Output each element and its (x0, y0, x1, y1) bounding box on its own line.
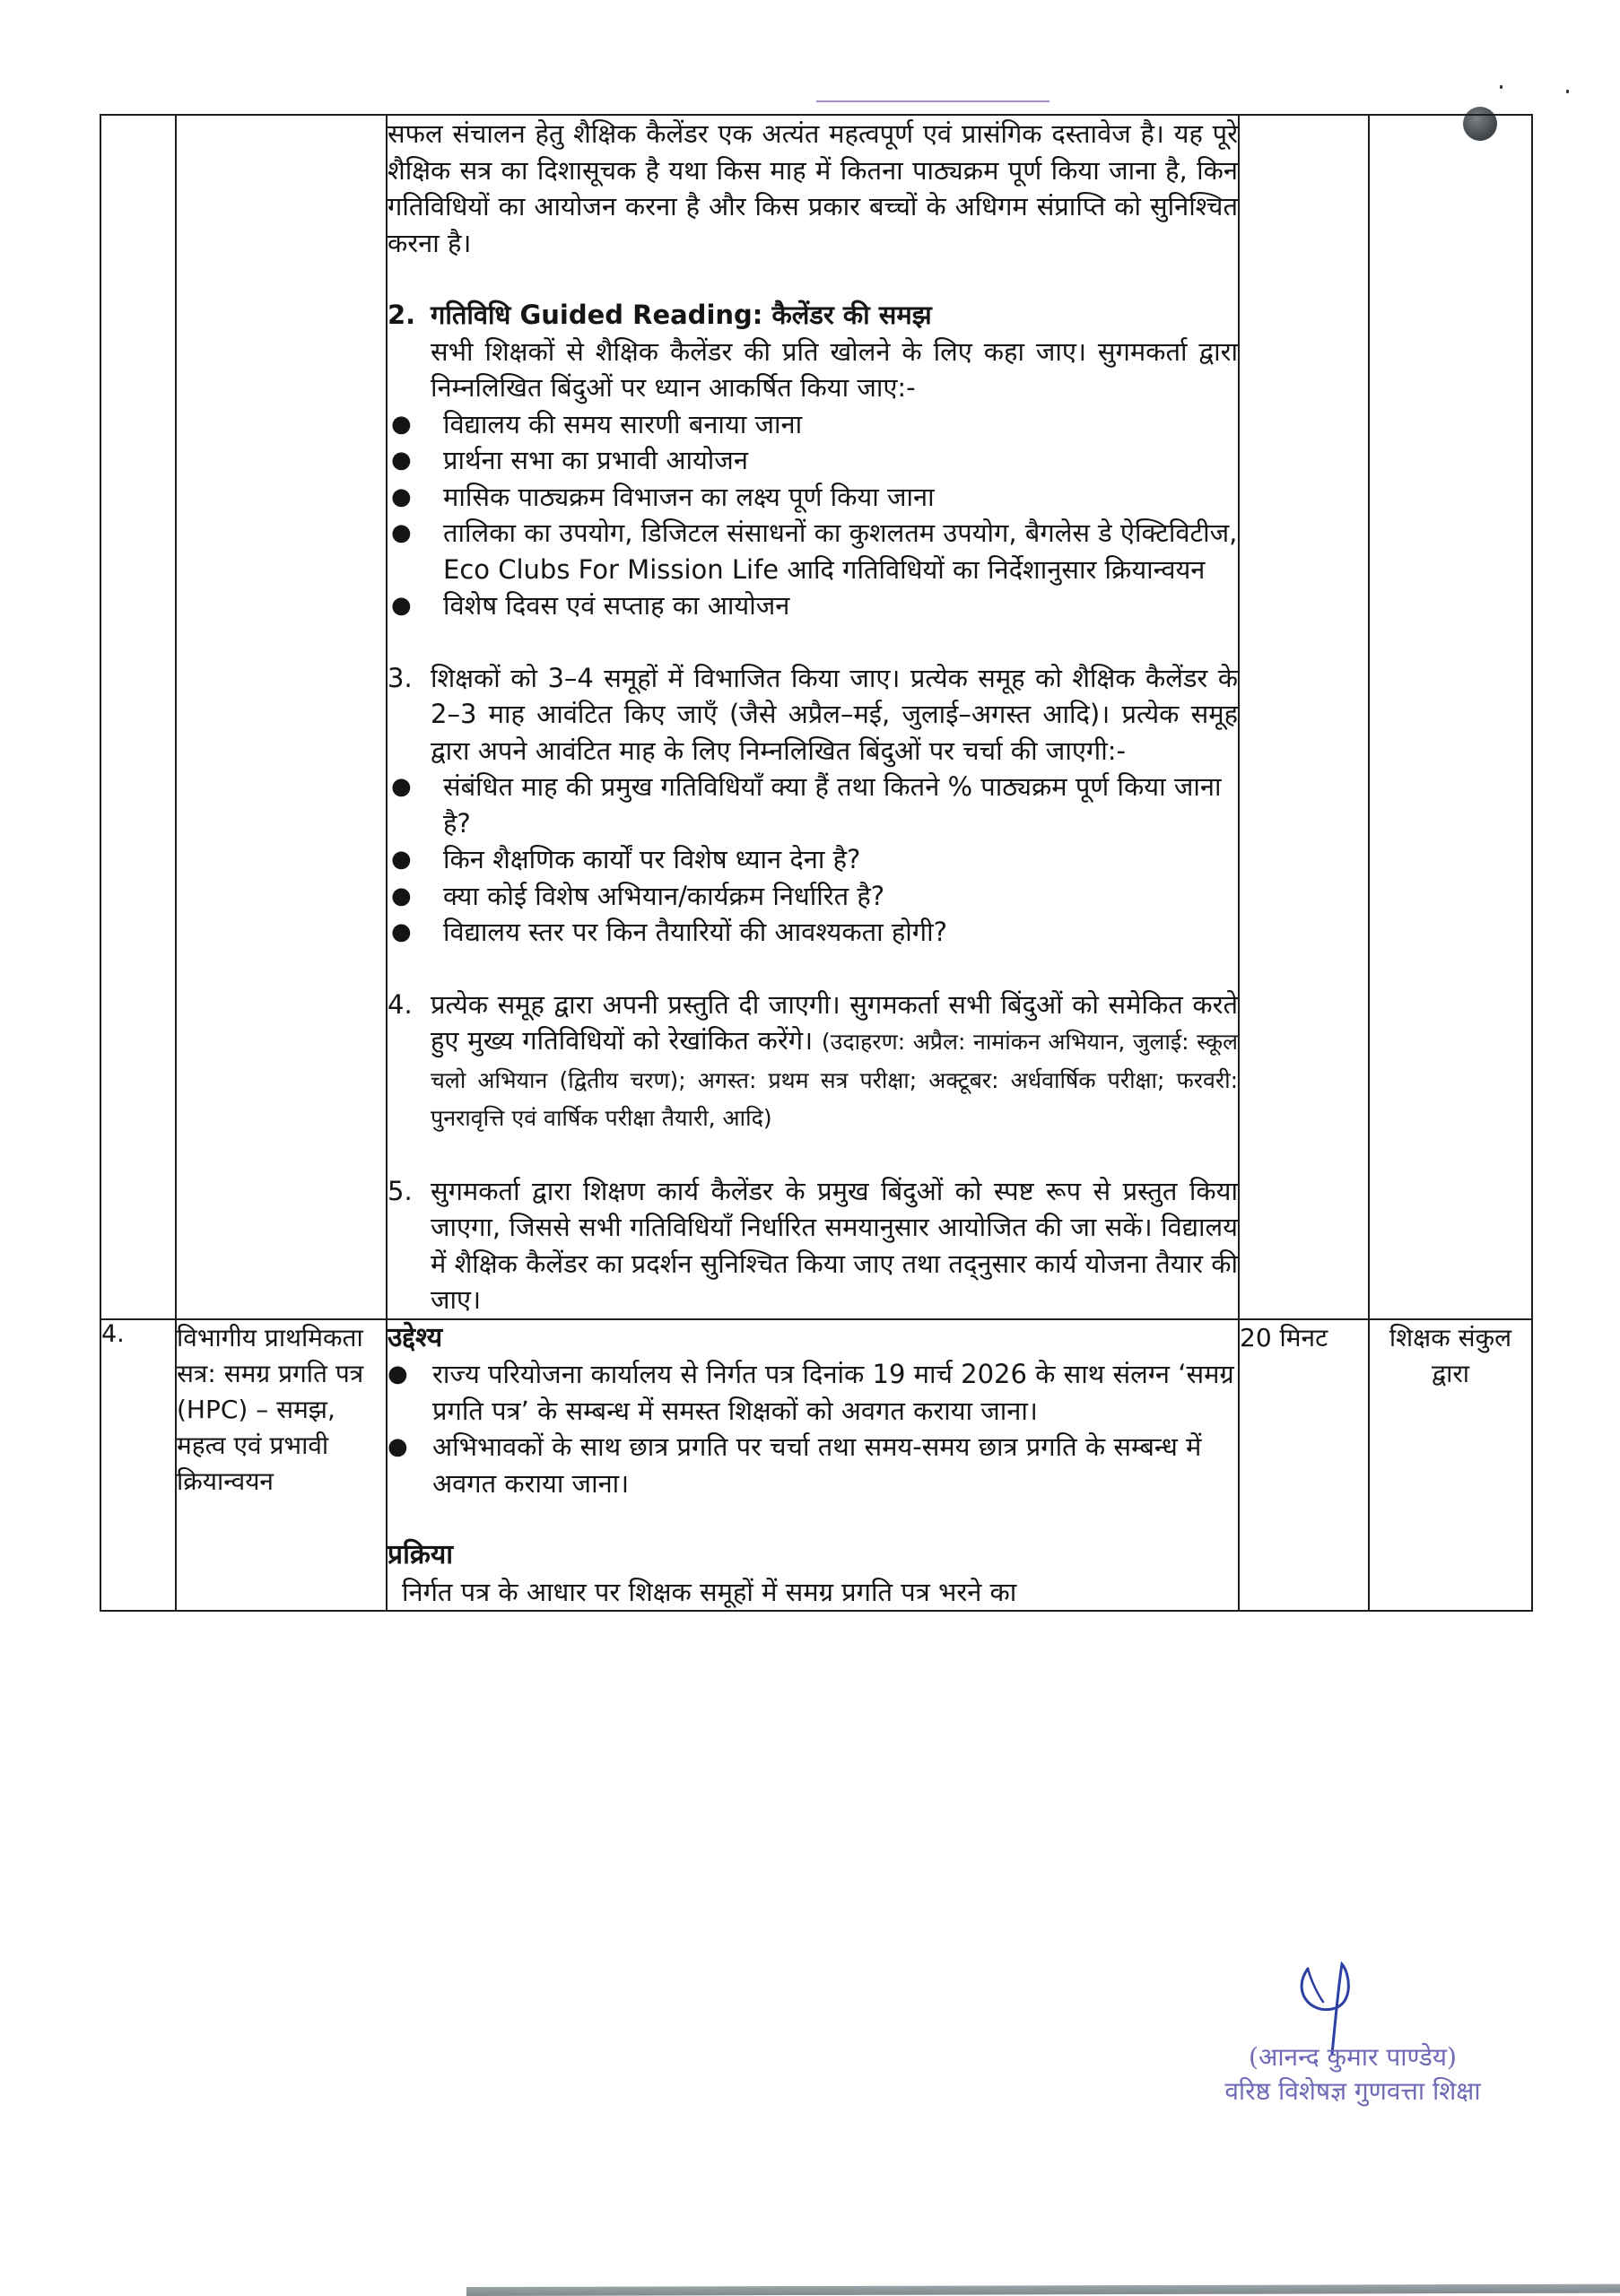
item-3 (388, 660, 1238, 770)
activity-cell (387, 1319, 1239, 1612)
session-topic: विभागीय प्राथमिकता सत्र: समग्र प्रगति पत्र (HPC) – समझ, महत्व एवं प्रभावी क्रियान्वयन (176, 1319, 387, 1612)
bullet-icon: ● (391, 592, 412, 619)
list-item: ● क्या कोई विशेष अभियान/कार्यक्रम निर्धारित है? (388, 878, 1238, 915)
item-number: 4. (388, 988, 413, 1020)
signatory-name: (आनन्द कुमार पाण्डेय) (1249, 2042, 1457, 2072)
item-number: 3. (388, 662, 413, 693)
list-item: ● विद्यालय स्तर पर किन तैयारियों की आवश्यकता होगी? (388, 914, 1238, 951)
scan-speck (1500, 85, 1502, 89)
signatory-designation: वरिष्ठ विशेषज्ञ गुणवत्ता शिक्षा (1224, 2076, 1481, 2106)
list-item: ● मासिक पाठ्यक्रम विभाजन का लक्ष्य पूर्ण किया जाना (388, 479, 1238, 516)
list-item: ● विशेष दिवस एवं सप्ताह का आयोजन (388, 587, 1238, 624)
bullet-icon: ● (391, 773, 412, 800)
pen-mark (816, 100, 1050, 102)
list-item: ● संबंधित माह की प्रमुख गतिविधियाँ क्या हैं तथा कितने % पाठ्यक्रम पूर्ण किया जाना है? (388, 769, 1238, 841)
bullet-icon: ● (391, 483, 412, 510)
serial-number: 4. (100, 1319, 176, 1612)
training-schedule-table (100, 114, 1533, 1612)
scan-speck (1566, 90, 1569, 93)
item-number: 5. (388, 1175, 413, 1206)
item-3-bullets (388, 769, 1238, 951)
activity-cell (387, 115, 1239, 1319)
scan-edge (466, 2284, 1620, 2296)
bullet-icon: ● (391, 447, 412, 474)
intro-paragraph: सफल संचालन हेतु शैक्षिक कैलेंडर एक अत्यंत महत्वपूर्ण एवं प्रासंगिक दस्तावेज है। यह पूरे शैक्षिक सत्र का दिशासूचक है यथा किस माह में कितना पाठ्यक्रम पूर्ण किया जाना है, किन गतिविधियों का आयोजन करना है और किस प्रकार बच्चों के अधिगम संप्राप्ति को सुनिश्चित करना है। (388, 118, 1238, 258)
bullet-icon: ● (391, 918, 412, 945)
bullet-icon: ● (391, 410, 412, 438)
list-item: ● राज्य परियोजना कार्यालय से निर्गत पत्र दिनांक 19 मार्च 2026 के साथ संलग्न ‘समग्र प्रगति पत्र’ के सम्बन्ध में समस्त शिक्षकों को अवगत कराया जाना। (388, 1356, 1238, 1429)
item-4 (388, 987, 1238, 1137)
bullet-icon: ● (391, 846, 412, 873)
duration-cell (1239, 115, 1369, 1319)
item-text: सभी शिक्षकों से शैक्षिक कैलेंडर की प्रति खोलने के लिए कहा जाए। सुगमकर्ता द्वारा निम्नलिखित बिंदुओं पर ध्यान आकर्षित किया जाए:- (431, 335, 1238, 403)
list-item: ● किन शैक्षणिक कार्यों पर विशेष ध्यान देना है? (388, 841, 1238, 878)
item-heading: गतिविधि Guided Reading: कैलेंडर की समझ (431, 300, 932, 330)
item-text: सुगमकर्ता द्वारा शिक्षण कार्य कैलेंडर के प्रमुख बिंदुओं को स्पष्ट रूप से प्रस्तुत किया जाएगा, जिससे सभी गतिविधियाँ निर्धारित समयानुसार आयोजित की जा सकें। विद्यालय में शैक्षिक कैलेंडर का प्रदर्शन सुनिश्चित किया जाए तथा तद्नुसार कार्य योजना तैयार की जाए। (431, 1175, 1238, 1315)
list-item: ● प्रार्थना सभा का प्रभावी आयोजन (388, 442, 1238, 479)
table-row (100, 1319, 1532, 1612)
bullet-icon: ● (391, 882, 412, 909)
item-5 (388, 1173, 1238, 1318)
process-text: निर्गत पत्र के आधार पर शिक्षक समूहों में समग्र प्रगति पत्र भरने का (402, 1576, 1017, 1607)
bullet-icon: ● (388, 1433, 408, 1460)
duration: 20 मिनट (1239, 1319, 1369, 1612)
item-2 (388, 297, 1238, 406)
table-row (100, 115, 1532, 1319)
bullet-icon: ● (391, 519, 412, 546)
objective-heading: उद्देश्य (388, 1321, 443, 1353)
list-item: ● विद्यालय की समय सारणी बनाया जाना (388, 406, 1238, 443)
item-text: शिक्षकों को 3–4 समूहों में विभाजित किया जाए। प्रत्येक समूह को शैक्षिक कैलेंडर के 2–3 माह आवंटित किए जाएँ (जैसे अप्रैल–मई, जुलाई–अगस्त आदि)। प्रत्येक समूह द्वारा अपने आवंटित माह के लिए निम्नलिखित बिंदुओं पर चर्चा की जाएगी:- (431, 662, 1238, 766)
conducted-by-cell (1369, 115, 1532, 1319)
topic-cell (176, 115, 387, 1319)
item-text-main: प्रत्येक समूह द्वारा अपनी प्रस्तुति दी जाएगी। सुगमकर्ता सभी बिंदुओं को समेकित करते हुए मुख्य गतिविधियों को रेखांकित करेंगे। (431, 988, 1238, 1056)
bullet-icon: ● (388, 1361, 408, 1387)
objectives-list (388, 1356, 1238, 1501)
item-2-bullets (388, 406, 1238, 624)
list-item: ● अभिभावकों के साथ छात्र प्रगति पर चर्चा तथा समय-समय छात्र प्रगति के सम्बन्ध में अवगत कराया जाना। (388, 1429, 1238, 1501)
example-text: (उदाहरण: अप्रैल: नामांकन अभियान, जुलाई: स्कूल चलो अभियान (द्वितीय चरण); अगस्त: प्रथम सत्र परीक्षा; अक्टूबर: अर्धवार्षिक परीक्षा; फरवरी: पुनरावृत्ति एवं वार्षिक परीक्षा तैयारी, आदि) (431, 1029, 1238, 1131)
serial-cell (100, 115, 176, 1319)
item-number: 2. (388, 300, 416, 330)
item-text (431, 987, 1238, 1137)
list-item: ● तालिका का उपयोग, डिजिटल संसाधनों का कुशलतम उपयोग, बैगलेस डे ऐक्टिविटीज, Eco Clubs For Mission Life आदि गतिविधियों का निर्देशानुसार क्रियान्वयन (388, 515, 1238, 587)
conducted-by: शिक्षक संकुल द्वारा (1369, 1319, 1532, 1612)
signatory-stamp (1200, 2040, 1505, 2109)
process-heading: प्रक्रिया (388, 1539, 454, 1570)
